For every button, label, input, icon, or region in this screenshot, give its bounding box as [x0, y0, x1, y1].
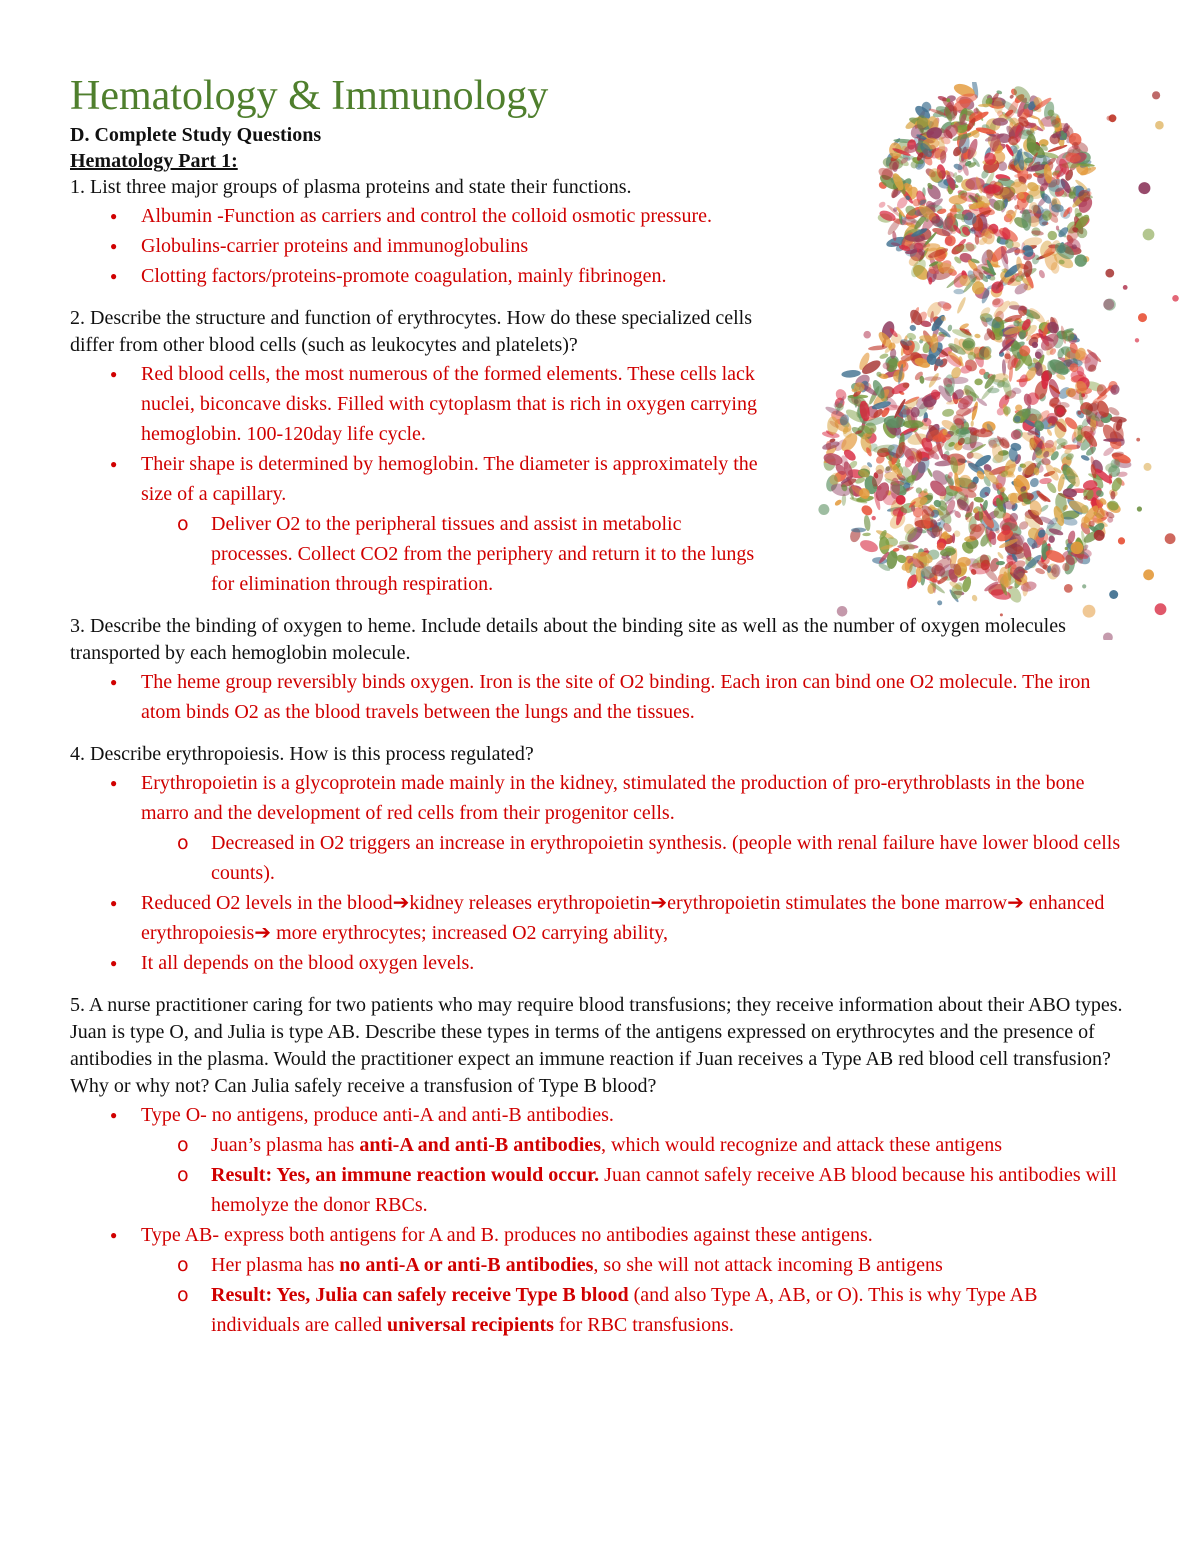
question-3: 3. Describe the binding of oxygen to heme. Include details about the binding site as well as the number of oxygen molecules transported by each hemoglobin molecule.	[70, 615, 1066, 664]
question-4: 4. Describe erythropoiesis. How is this process regulated?	[70, 743, 534, 765]
paint-droplet	[1155, 603, 1167, 615]
answer-emphasis: Result: Yes, Julia can safely receive Type B blood	[211, 1284, 629, 1306]
answer-text: Juan’s plasma has	[211, 1134, 360, 1156]
sub-answer-item: o Decreased in O2 triggers an increase in erythropoietin synthesis. (people with renal failure have lower blood cells counts).	[70, 828, 1130, 888]
answer-item: ● Reduced O2 levels in the blood➔kidney releases erythropoietin➔erythropoietin stimulates the bone marrow➔ enhanced erythropoiesis➔ more erythrocytes; increased O2 carrying ability,	[70, 888, 1130, 948]
answer-item: ● Type O- no antigens, produce anti-A and anti-B antibodies.	[70, 1100, 1130, 1130]
question-2: 2. Describe the structure and function of erythrocytes. How do these specialized cells differ from other blood cells (such as leukocytes and platelets)?	[70, 307, 752, 356]
paint-droplet	[1165, 533, 1176, 544]
paint-droplet	[1138, 313, 1147, 322]
answer-list-2	[70, 359, 760, 599]
part-heading: Hematology Part 1:	[70, 150, 238, 172]
sub-answer-item	[70, 1160, 1130, 1220]
answer-list-5	[70, 1100, 1130, 1340]
answer-item: ● Clotting factors/proteins-promote coagulation, mainly fibrinogen.	[70, 261, 760, 291]
answer-emphasis: Result: Yes, an immune reaction would occur.	[211, 1164, 600, 1186]
paint-droplet	[1137, 506, 1142, 511]
answer-item: ● Red blood cells, the most numerous of the formed elements. These cells lack nuclei, biconcave disks. Filled with cytoplasm that is rich in oxygen carrying hemoglobin. 100-120day life cycle.	[70, 359, 760, 449]
answer-item: ● Erythropoietin is a glycoprotein made mainly in the kidney, stimulated the production of pro-erythroblasts in the bone marro and the development of red cells from their progenitor cells.	[70, 768, 1130, 828]
paint-droplet	[1135, 338, 1139, 342]
answer-item: ● Globulins-carrier proteins and immunoglobulins	[70, 231, 760, 261]
answer-emphasis: no anti-A or anti-B antibodies	[339, 1254, 594, 1276]
paint-droplet	[1144, 463, 1152, 471]
question-5: 5. A nurse practitioner caring for two patients who may require blood transfusions; they receive information about their ABO types. Juan is type O, and Julia is type AB. Describe these types in terms of the antigens expressed on erythrocytes and the presence of antibodies in the plasma. Would the practitioner expect an immune reaction if Juan receives a Type AB red blood cell transfusion? Why or why not? Can Julia safely receive a transfusion of Type B blood?	[70, 994, 1123, 1097]
sub-answer-item	[70, 1250, 1130, 1280]
answer-item: ● Albumin -Function as carriers and control the colloid osmotic pressure.	[70, 201, 760, 231]
answer-item: ● Type AB- express both antigens for A and B. produces no antibodies against these antigens.	[70, 1220, 1130, 1250]
answer-emphasis: universal recipients	[387, 1314, 554, 1336]
answer-list-1	[70, 201, 760, 291]
paint-droplet	[1155, 121, 1164, 130]
document-page	[70, 70, 1130, 1340]
document-subtitle: D. Complete Study Questions	[70, 124, 322, 146]
answer-emphasis: anti-A and anti-B antibodies	[359, 1134, 602, 1156]
answer-list-4	[70, 768, 1130, 978]
answer-text: , so she will not attack incoming B antigens	[593, 1254, 943, 1276]
paint-droplet	[1152, 91, 1160, 99]
paint-droplet	[1138, 182, 1150, 194]
answer-item: ● Their shape is determined by hemoglobin. The diameter is approximately the size of a capillary.	[70, 449, 760, 509]
document-title: Hematology & Immunology	[70, 73, 549, 119]
answer-item: ● The heme group reversibly binds oxygen. Iron is the site of O2 binding. Each iron can bind one O2 molecule. The iron atom binds O2 as the blood travels between the lungs and the tissues.	[70, 667, 1130, 727]
paint-droplet	[1143, 229, 1155, 241]
answer-text: (and also Type A, AB, or O). This is why Type AB individuals are called	[211, 1284, 1038, 1336]
answer-list-3	[70, 667, 1130, 727]
answer-item: ● It all depends on the blood oxygen levels.	[70, 948, 1130, 978]
paint-droplet	[1136, 438, 1140, 442]
question-1: 1. List three major groups of plasma proteins and state their functions.	[70, 176, 632, 198]
answer-text: Her plasma has	[211, 1254, 340, 1276]
sub-answer-item: o Deliver O2 to the peripheral tissues and assist in metabolic processes. Collect CO2 from the periphery and return it to the lungs for elimination through respiration.	[70, 509, 760, 599]
answer-text: for RBC transfusions.	[553, 1314, 734, 1336]
paint-droplet	[1172, 295, 1179, 302]
answer-text: Juan cannot safely receive AB blood because his antibodies will hemolyze the donor RBCs.	[211, 1164, 1117, 1216]
sub-answer-item	[70, 1130, 1130, 1160]
sub-answer-item	[70, 1280, 1130, 1340]
answer-text: , which would recognize and attack these antigens	[601, 1134, 1003, 1156]
paint-droplet	[1143, 569, 1154, 580]
